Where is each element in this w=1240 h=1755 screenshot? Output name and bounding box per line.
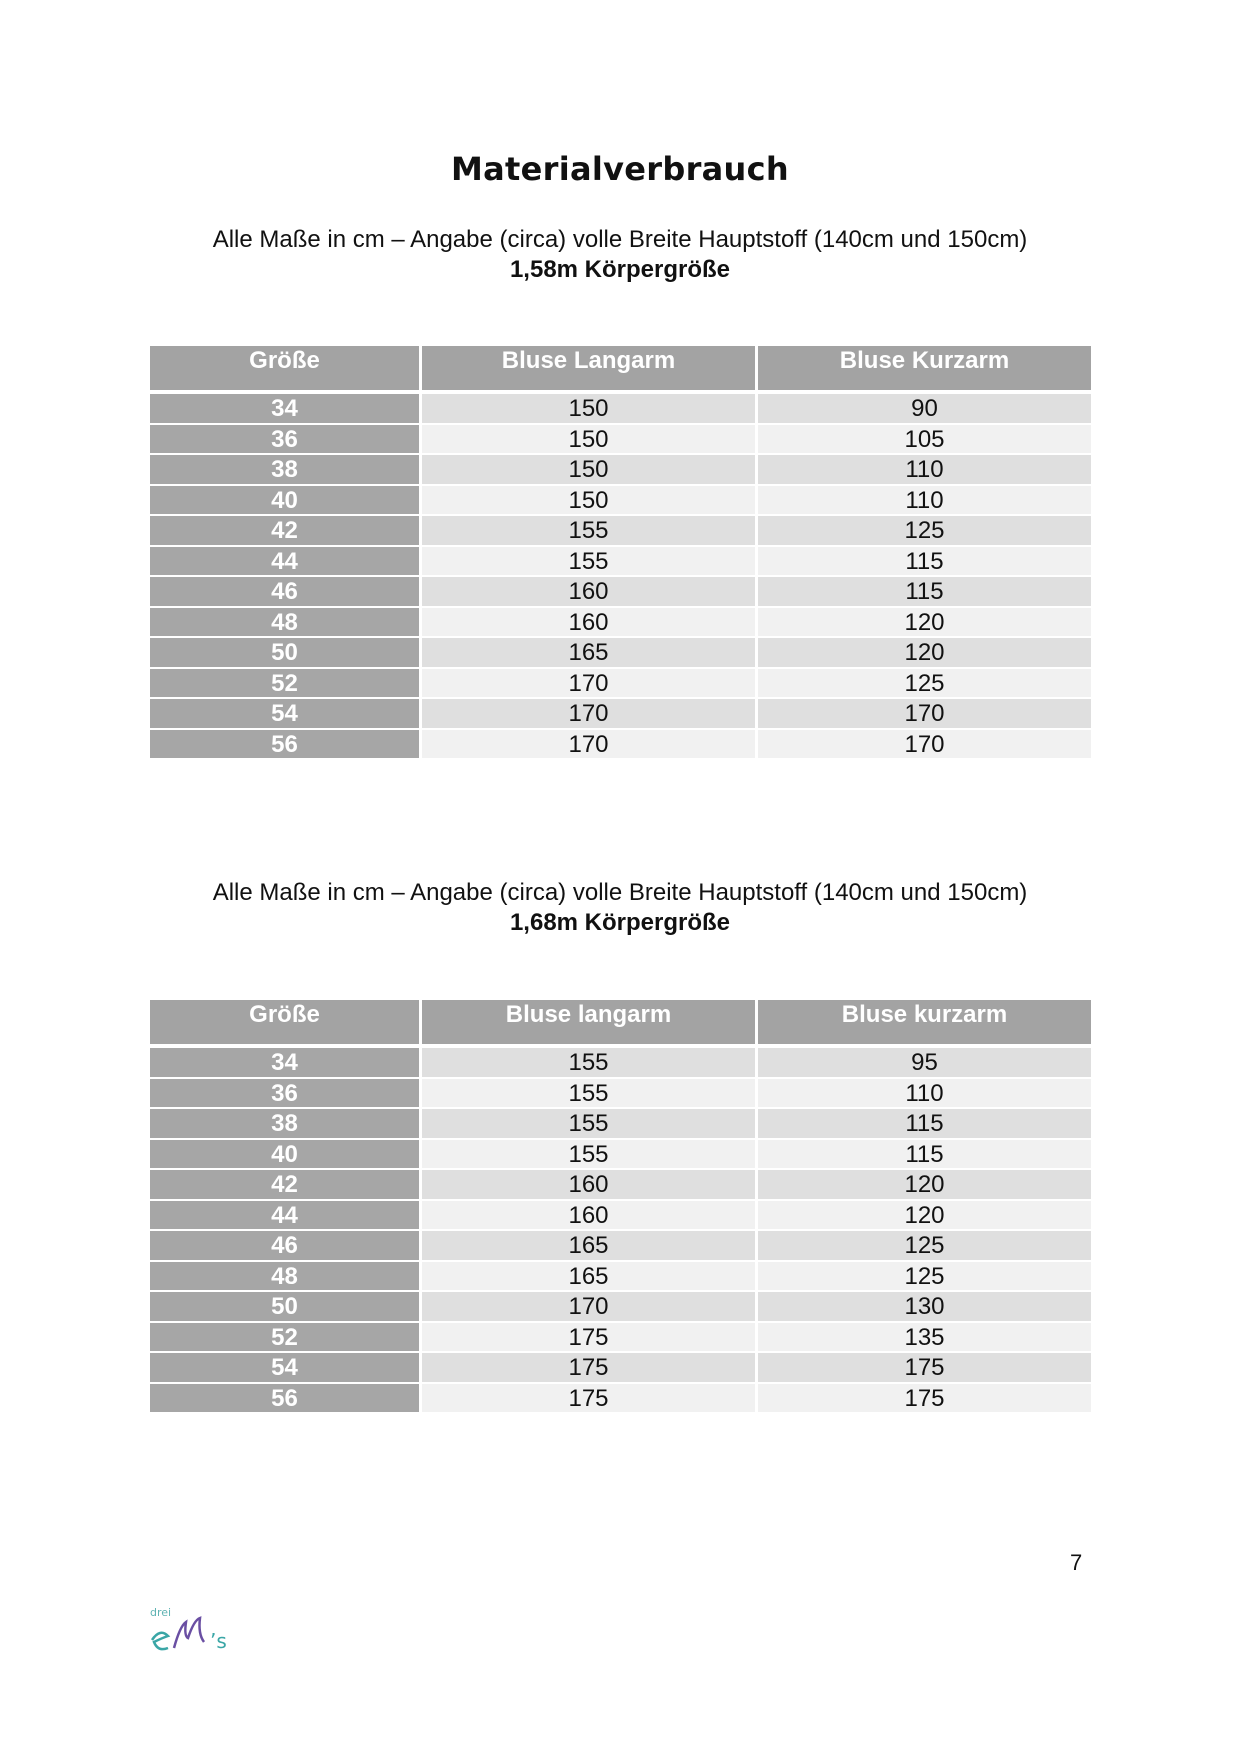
short-sleeve-cell: 110 bbox=[758, 455, 1091, 484]
section1-note-block bbox=[0, 225, 1240, 285]
table-row bbox=[150, 455, 1091, 484]
short-sleeve-cell: 125 bbox=[758, 1231, 1091, 1260]
long-sleeve-cell: 160 bbox=[422, 1201, 755, 1230]
size-cell: 36 bbox=[150, 1079, 419, 1108]
long-sleeve-cell: 165 bbox=[422, 1231, 755, 1260]
section2-table-header bbox=[150, 1000, 1091, 1044]
size-cell: 34 bbox=[150, 1048, 419, 1077]
table-row bbox=[150, 1231, 1091, 1260]
long-sleeve-cell: 170 bbox=[422, 1292, 755, 1321]
long-sleeve-cell: 175 bbox=[422, 1384, 755, 1413]
table-row bbox=[150, 1048, 1091, 1077]
header-size: Größe bbox=[150, 346, 419, 390]
table-row bbox=[150, 699, 1091, 728]
short-sleeve-cell: 125 bbox=[758, 1262, 1091, 1291]
short-sleeve-cell: 170 bbox=[758, 699, 1091, 728]
short-sleeve-cell: 110 bbox=[758, 486, 1091, 515]
short-sleeve-cell: 120 bbox=[758, 608, 1091, 637]
header-long-sleeve: Bluse Langarm bbox=[422, 346, 755, 390]
logo-e-mark bbox=[152, 1633, 168, 1649]
long-sleeve-cell: 165 bbox=[422, 638, 755, 667]
size-cell: 44 bbox=[150, 1201, 419, 1230]
size-cell: 46 bbox=[150, 1231, 419, 1260]
size-cell: 56 bbox=[150, 1384, 419, 1413]
size-cell: 48 bbox=[150, 608, 419, 637]
page-number: 7 bbox=[1070, 1550, 1083, 1575]
section2-table-body bbox=[150, 1048, 1091, 1412]
short-sleeve-cell: 175 bbox=[758, 1384, 1091, 1413]
short-sleeve-cell: 175 bbox=[758, 1353, 1091, 1382]
long-sleeve-cell: 150 bbox=[422, 394, 755, 423]
long-sleeve-cell: 160 bbox=[422, 577, 755, 606]
short-sleeve-cell: 115 bbox=[758, 1109, 1091, 1138]
table-row bbox=[150, 730, 1091, 759]
long-sleeve-cell: 170 bbox=[422, 699, 755, 728]
section1-table-header bbox=[150, 346, 1091, 390]
short-sleeve-cell: 135 bbox=[758, 1323, 1091, 1352]
long-sleeve-cell: 170 bbox=[422, 669, 755, 698]
long-sleeve-cell: 170 bbox=[422, 730, 755, 759]
header-size: Größe bbox=[150, 1000, 419, 1044]
size-cell: 42 bbox=[150, 1170, 419, 1199]
table-row bbox=[150, 516, 1091, 545]
size-cell: 42 bbox=[150, 516, 419, 545]
short-sleeve-cell: 115 bbox=[758, 547, 1091, 576]
short-sleeve-cell: 115 bbox=[758, 577, 1091, 606]
section1-table-body bbox=[150, 394, 1091, 758]
long-sleeve-cell: 155 bbox=[422, 1048, 755, 1077]
brand-logo bbox=[148, 1600, 238, 1660]
section2-note-block bbox=[0, 878, 1240, 938]
short-sleeve-cell: 170 bbox=[758, 730, 1091, 759]
size-cell: 50 bbox=[150, 638, 419, 667]
long-sleeve-cell: 155 bbox=[422, 1140, 755, 1169]
short-sleeve-cell: 95 bbox=[758, 1048, 1091, 1077]
logo-text-small: drei bbox=[150, 1606, 172, 1619]
table-row bbox=[150, 394, 1091, 423]
long-sleeve-cell: 155 bbox=[422, 1109, 755, 1138]
long-sleeve-cell: 155 bbox=[422, 547, 755, 576]
page-title: Materialverbrauch bbox=[450, 150, 789, 188]
table-row bbox=[150, 638, 1091, 667]
section1-height-label: 1,58m Körpergröße bbox=[509, 256, 731, 283]
short-sleeve-cell: 120 bbox=[758, 638, 1091, 667]
table-row bbox=[150, 1384, 1091, 1413]
short-sleeve-cell: 110 bbox=[758, 1079, 1091, 1108]
size-cell: 52 bbox=[150, 669, 419, 698]
long-sleeve-cell: 155 bbox=[422, 516, 755, 545]
short-sleeve-cell: 115 bbox=[758, 1140, 1091, 1169]
table-row bbox=[150, 1170, 1091, 1199]
size-cell: 40 bbox=[150, 1140, 419, 1169]
table-row bbox=[150, 425, 1091, 454]
size-cell: 34 bbox=[150, 394, 419, 423]
header-short-sleeve: Bluse Kurzarm bbox=[758, 346, 1091, 390]
table-row bbox=[150, 1140, 1091, 1169]
table-row bbox=[150, 1353, 1091, 1382]
table-row bbox=[150, 1262, 1091, 1291]
size-cell: 50 bbox=[150, 1292, 419, 1321]
size-cell: 44 bbox=[150, 547, 419, 576]
size-cell: 38 bbox=[150, 1109, 419, 1138]
size-cell: 56 bbox=[150, 730, 419, 759]
long-sleeve-cell: 150 bbox=[422, 486, 755, 515]
size-cell: 48 bbox=[150, 1262, 419, 1291]
short-sleeve-cell: 90 bbox=[758, 394, 1091, 423]
long-sleeve-cell: 150 bbox=[422, 455, 755, 484]
size-cell: 36 bbox=[150, 425, 419, 454]
size-cell: 52 bbox=[150, 1323, 419, 1352]
header-short-sleeve: Bluse kurzarm bbox=[758, 1000, 1091, 1044]
long-sleeve-cell: 155 bbox=[422, 1079, 755, 1108]
logo-m-mark bbox=[174, 1618, 204, 1648]
size-cell: 54 bbox=[150, 1353, 419, 1382]
table-row bbox=[150, 577, 1091, 606]
table-row bbox=[150, 486, 1091, 515]
table-row bbox=[150, 1109, 1091, 1138]
long-sleeve-cell: 175 bbox=[422, 1353, 755, 1382]
size-cell: 54 bbox=[150, 699, 419, 728]
table-row bbox=[150, 1079, 1091, 1108]
table-row bbox=[150, 669, 1091, 698]
header-long-sleeve: Bluse langarm bbox=[422, 1000, 755, 1044]
short-sleeve-cell: 120 bbox=[758, 1170, 1091, 1199]
long-sleeve-cell: 150 bbox=[422, 425, 755, 454]
table-row bbox=[150, 547, 1091, 576]
short-sleeve-cell: 125 bbox=[758, 669, 1091, 698]
section2-height-label: 1,68m Körpergröße bbox=[509, 909, 731, 936]
section1-table bbox=[150, 346, 1091, 760]
long-sleeve-cell: 160 bbox=[422, 608, 755, 637]
short-sleeve-cell: 120 bbox=[758, 1201, 1091, 1230]
size-cell: 38 bbox=[150, 455, 419, 484]
table-row bbox=[150, 608, 1091, 637]
section1-note: Alle Maße in cm – Angabe (circa) volle Breite Hauptstoff (140cm und 150cm) bbox=[212, 226, 1028, 253]
short-sleeve-cell: 105 bbox=[758, 425, 1091, 454]
size-cell: 46 bbox=[150, 577, 419, 606]
long-sleeve-cell: 165 bbox=[422, 1262, 755, 1291]
table-row bbox=[150, 1292, 1091, 1321]
table-row bbox=[150, 1201, 1091, 1230]
table-row bbox=[150, 1323, 1091, 1352]
section2-note: Alle Maße in cm – Angabe (circa) volle Breite Hauptstoff (140cm und 150cm) bbox=[212, 879, 1028, 906]
short-sleeve-cell: 130 bbox=[758, 1292, 1091, 1321]
long-sleeve-cell: 160 bbox=[422, 1170, 755, 1199]
short-sleeve-cell: 125 bbox=[758, 516, 1091, 545]
size-cell: 40 bbox=[150, 486, 419, 515]
svg-text:’s: ’s bbox=[210, 1629, 227, 1653]
section2-table bbox=[150, 1000, 1091, 1414]
long-sleeve-cell: 175 bbox=[422, 1323, 755, 1352]
